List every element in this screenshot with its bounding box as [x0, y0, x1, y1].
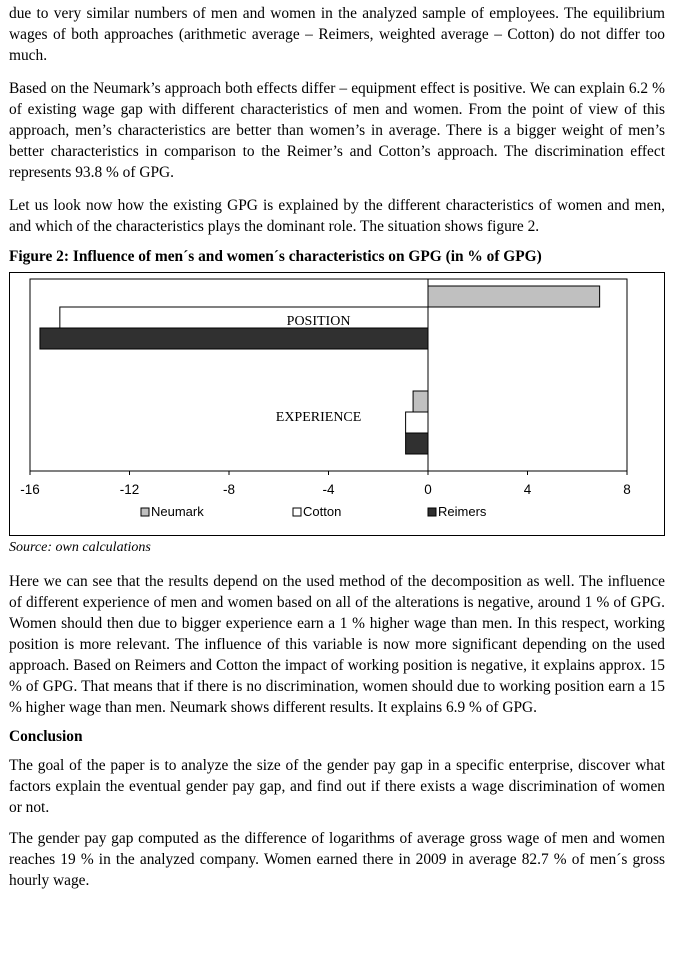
bar-reimers-position	[40, 328, 428, 349]
paragraph-neumark: Based on the Neumark’s approach both effects differ – equipment effect is positive. We can explain 6.2 % of existing wage gap with different characteristics of men and women. From the point of view of this approach, men’s characteristics are better than women’s in average. There is a bigger weight of men’s better characteristics in comparison to the Reimer’s and Cotton’s approach. The discrimination effect represents 93.8 % of GPG.	[9, 80, 665, 181]
x-tick-label: -16	[20, 482, 40, 497]
chart-frame	[9, 272, 665, 536]
legend-label-cotton: Cotton	[303, 504, 342, 519]
legend-label-reimers: Reimers	[438, 504, 487, 519]
x-tick-label: 8	[623, 482, 631, 497]
figure-source: Source: own calculations	[9, 540, 151, 555]
bar-neumark-experience	[413, 391, 428, 412]
x-tick-label: -8	[222, 482, 236, 497]
x-tick-label: -12	[119, 482, 140, 497]
legend-swatch-neumark	[141, 508, 149, 516]
conclusion-heading: Conclusion	[9, 728, 83, 745]
bar-chart	[10, 273, 666, 537]
legend-label-neumark: Neumark	[151, 504, 204, 519]
category-label-position: POSITION	[286, 314, 351, 329]
page	[9, 3, 665, 891]
legend-swatch-cotton	[293, 508, 301, 516]
bar-cotton-experience	[406, 412, 428, 433]
paragraph-figure-intro: Let us look now how the existing GPG is explained by the different characteristics of women and men, and which of the characteristics plays the dominant role. The situation shows figure 2.	[9, 197, 665, 235]
paragraph-intro: due to very similar numbers of men and women in the analyzed sample of employees. The equilibrium wages of both approaches (arithmetic average – Reimers, weighted average – Cotton) do not differ too much.	[9, 5, 665, 64]
figure-caption: Figure 2: Influence of men´s and women´s characteristics on GPG (in % of GPG)	[9, 248, 542, 265]
x-tick-label: 4	[523, 482, 532, 497]
bar-neumark-position	[428, 286, 600, 307]
x-tick-label: -4	[322, 482, 335, 497]
paragraph-conclusion-gap: The gender pay gap computed as the difference of logarithms of average gross wage of men and women reaches 19 % in the analyzed company. Women earned there in 2009 in average 82.7 % of men´s gross hourly wage.	[9, 830, 665, 889]
paragraph-conclusion-goal: The goal of the paper is to analyze the size of the gender pay gap in a specific enterprise, discover what factors explain the eventual gender pay gap, and find out if there exists a wage discrimination of women or not.	[9, 757, 665, 816]
x-tick-label: 0	[424, 482, 432, 497]
category-label-experience: EXPERIENCE	[275, 410, 362, 425]
bar-reimers-experience	[406, 433, 428, 454]
paragraph-results: Here we can see that the results depend on the used method of the decomposition as well. The influence of different experience of men and women based on all of the alterations is negative, around 1 % of GPG. Women should then due to bigger experience earn a 1 % higher wage than men. In this respect, working position is more relevant. The influence of this variable is now more significant depending on the used approach. Based on Reimers and Cotton the impact of working position is negative, it explains approx. 15 % of GPG. That means that if there is no discrimination, women should due to working position earn a 15 % higher wage than men. Neumark shows different results. It explains 6.9 % of GPG.	[9, 573, 665, 716]
bar-cotton-position	[60, 307, 428, 328]
legend-swatch-reimers	[428, 508, 436, 516]
